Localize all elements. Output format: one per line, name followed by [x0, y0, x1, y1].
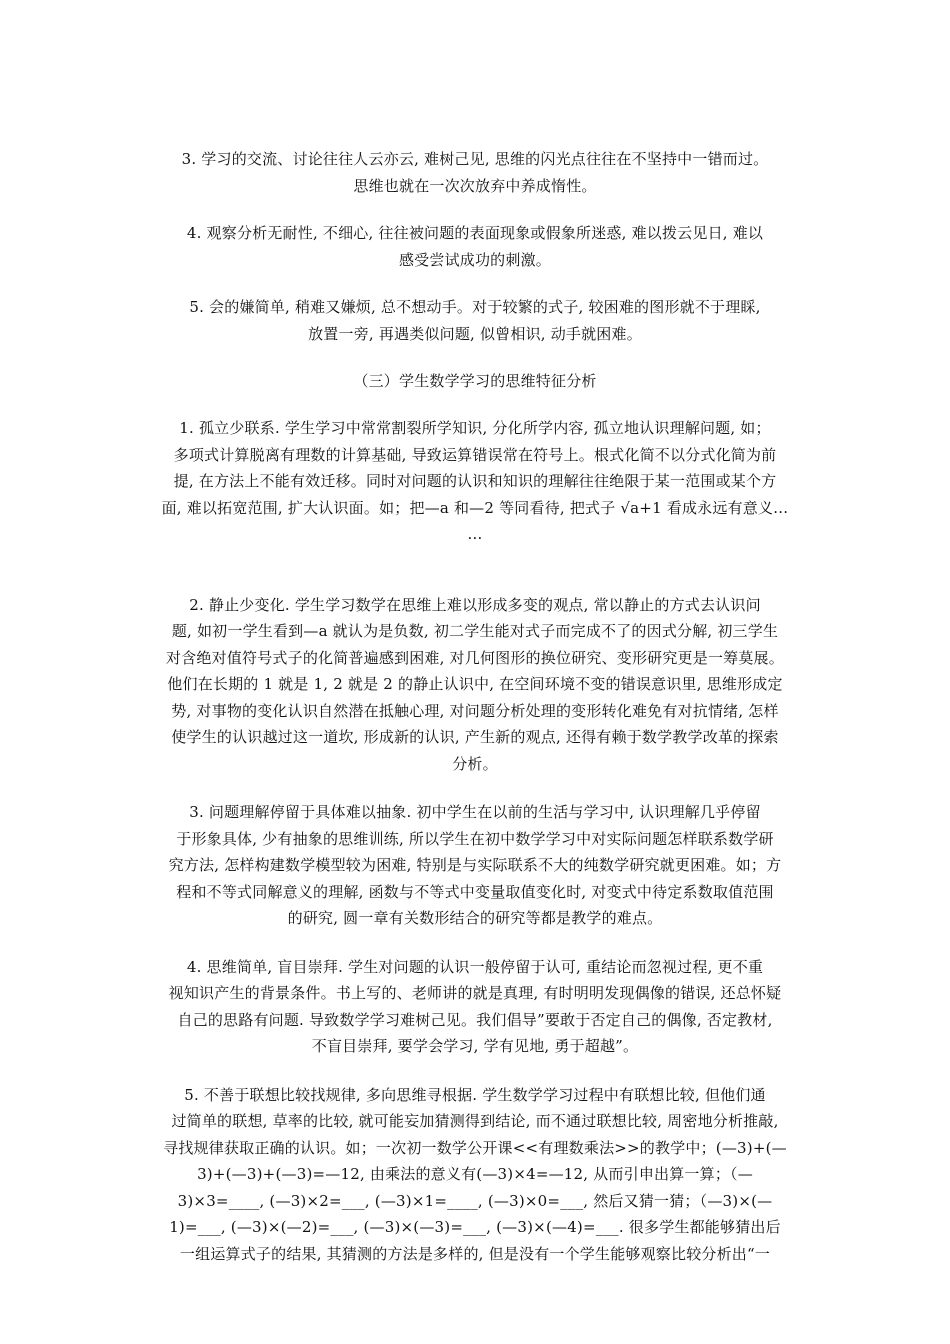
text-line: 于形象具体, 少有抽象的思维训练, 所以学生在初中数学学习中对实际问题怎样联系数学研 [176, 829, 774, 848]
text-line: 的研究, 圆一章有关数形结合的研究等都是教学的难点。 [287, 909, 663, 927]
text-line: 视知识产生的背景条件。书上写的、老师讲的就是真理, 有时明明发现偶像的错误, 还总怀疑 [168, 984, 782, 1002]
paragraph-static [142, 592, 808, 778]
text-line: 过简单的联想, 草率的比较, 就可能妄加猜测得到结论, 而不通过联想比较, 周密地分析推敲, [171, 1112, 779, 1130]
text-line: 5. 会的嫌简单, 稍难又嫌烦, 总不想动手。对于较繁的式子, 较困难的图形就不于理睬, [189, 298, 761, 316]
text-line: 4. 观察分析无耐性, 不细心, 往往被问题的表面现象或假象所迷惑, 难以拨云见日, 难以 [186, 224, 764, 242]
paragraph-item-3 [142, 146, 808, 199]
text-line: … [467, 525, 483, 543]
text-line: 分析。 [452, 754, 498, 773]
paragraph-item-5 [142, 294, 808, 347]
text-line: 1)=___, (—3)×(—2)=___, (—3)×(—3)=___, (—3)×(—4)=___. 很多学生都能够猜出后 [169, 1218, 781, 1236]
paragraph-item-4 [142, 220, 808, 273]
text-line: 3)+(—3)+(—3)=—12, 由乘法的意义有(—3)×4=—12, 从而引申出算一算；（— [197, 1165, 753, 1183]
text-line: 3. 学习的交流、讨论往往人云亦云, 难树己见, 思维的闪光点往往在不坚持中一错而过。 [181, 150, 769, 168]
text-line: 势, 对事物的变化认识自然潜在抵触心理, 对问题分析处理的变形转化难免有对抗情绪, 怎样 [171, 701, 779, 720]
text-line: 究方法, 怎样构建数学模型较为困难, 特别是与实际联系不大的纯数学研究就更困难。如；方 [168, 856, 782, 874]
paragraph-association [142, 1082, 808, 1268]
text-line: 2. 静止少变化. 学生学习数学在思维上难以形成多变的观点, 常以静止的方式去认识问 [189, 595, 761, 614]
text-line: 不盲目崇拜, 要学会学习, 学有见地, 勇于超越”。 [311, 1037, 639, 1055]
text-line: 放置一旁, 再遇类似问题, 似曾相识, 动手就困难。 [308, 324, 642, 343]
text-line: 感受尝试成功的刺激。 [398, 250, 551, 269]
text-line: 面, 难以拓宽范围, 扩大认识面。如；把—a 和—2 等同看待, 把式子 √a+1 看成永远有意义… [161, 498, 789, 517]
text-line: 一组运算式子的结果, 其猜测的方法是多样的, 但是没有一个学生能够观察比较分析出“一 [179, 1244, 771, 1263]
text-line: 程和不等式同解意义的理解, 函数与不等式中变量取值变化时, 对变式中待定系数取值范围 [176, 882, 774, 901]
text-line: 对含绝对值符号式子的化简普遍感到困难, 对几何图形的换位研究、变形研究更是一筹莫展。 [166, 648, 784, 667]
text-line: 提, 在方法上不能有效迁移。同时对问题的认识和知识的理解往往绝限于某一范围或某个方 [173, 472, 777, 490]
paragraph-isolation [142, 415, 808, 548]
text-line: 多项式计算脱离有理数的计算基础, 导致运算错误常在符号上。根式化简不以分式化简为前 [173, 445, 777, 464]
text-line: 1. 孤立少联系. 学生学习中常常割裂所学知识, 分化所学内容, 孤立地认识理解问题, 如； [179, 419, 771, 437]
text-line: 4. 思维简单, 盲目崇拜. 学生对问题的认识一般停留于认可, 重结论而忽视过程, 更不重 [186, 957, 764, 976]
text-line: 5. 不善于联想比较找规律, 多向思维寻根据. 学生数学学习过程中有联想比较, 但他们通 [184, 1085, 766, 1104]
text-line: 他们在长期的 1 就是 1, 2 就是 2 的静止认识中, 在空间环境不变的错误意识里, 思维形成定 [167, 675, 783, 693]
document-body [142, 146, 808, 1267]
text-line: 自己的思路有问题. 导致数学学习难树己见。我们倡导”要敢于否定自己的偶像, 否定教材, [177, 1010, 773, 1029]
text-line: 使学生的认识越过这一道坎, 形成新的认识, 产生新的观点, 还得有赖于数学教学改革的探索 [171, 728, 779, 746]
section-heading: （三）学生数学学习的思维特征分析 [353, 372, 597, 390]
paragraph-concrete [142, 799, 808, 932]
text-line: 寻找规律获取正确的认识。如；一次初一数学公开课<<有理数乘法>>的教学中；(—3)+(— [163, 1138, 787, 1157]
text-line: 题, 如初一学生看到—a 就认为是负数, 初二学生能对式子而完成不了的因式分解, 初三学生 [171, 622, 779, 640]
paragraph-blind-worship [142, 954, 808, 1060]
text-line: 3)×3=____, (—3)×2=___, (—3)×1=____, (—3)×0=___, 然后又猜一猜；（—3)×(— [177, 1191, 773, 1210]
text-line: 思维也就在一次次放弃中养成惰性。 [353, 176, 597, 195]
text-line: 3. 问题理解停留于具体难以抽象. 初中学生在以前的生活与学习中, 认识理解几乎停留 [189, 803, 761, 821]
